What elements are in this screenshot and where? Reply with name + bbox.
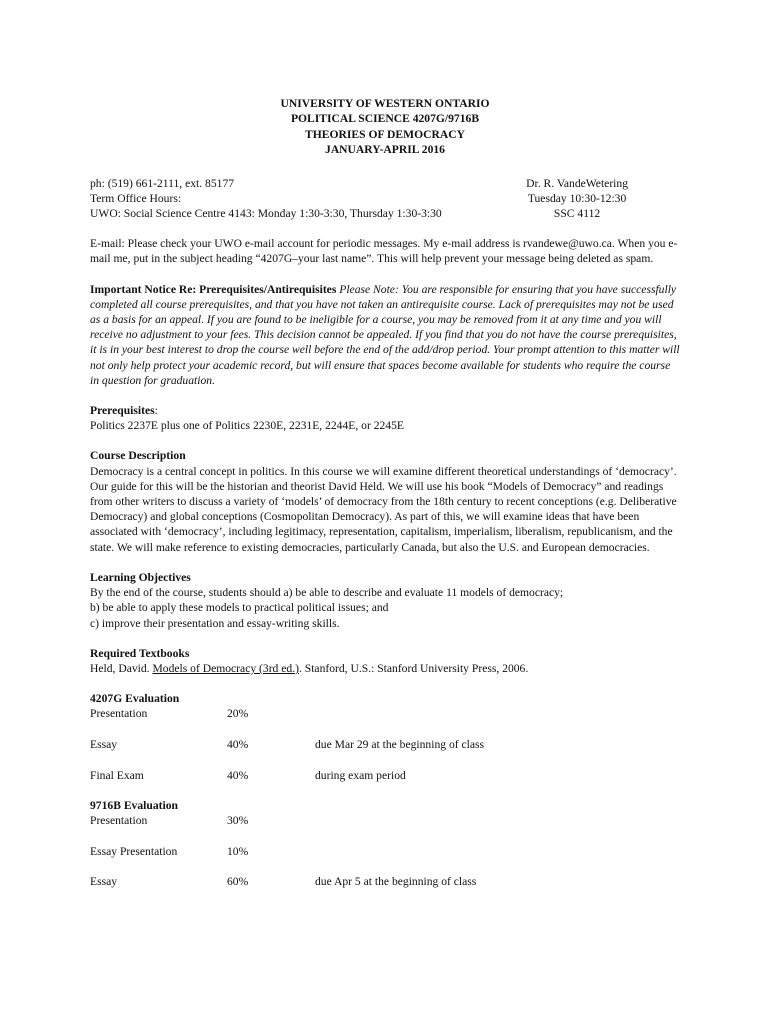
evaluation-row [90,844,680,859]
textbooks-heading: Required Textbooks [90,646,190,660]
evaluation-row [90,768,680,783]
header-term: JANUARY-APRIL 2016 [325,143,445,157]
prerequisites-colon: : [154,404,158,418]
evaluation-note: due Apr 5 at the beginning of class [315,875,477,889]
evaluation-row [90,813,680,828]
evaluation-4207g-section [90,691,680,783]
evaluation-row [90,737,680,752]
email-notice: E-mail: Please check your UWO e-mail account for periodic messages. My e-mail address is rvandewe@uwo.ca. When you e-mail me, put in the subject heading “4207G–your last name”. This will help prevent your message being deleted as spam. [90,237,678,266]
evaluation-weight: 60% [227,875,249,889]
learning-objectives-section [90,570,680,631]
textbooks-section [90,646,680,676]
header-course-code: POLITICAL SCIENCE 4207G/9716B [290,112,480,126]
evaluation-item: Final Exam [90,768,144,782]
syllabus-page [90,96,680,889]
contact-right [526,176,680,222]
instructor-room: SSC 4112 [553,207,601,221]
evaluation-item: Essay [90,737,118,751]
evaluation-note: during exam period [315,768,406,782]
evaluation-weight: 20% [227,707,249,721]
evaluation-item: Presentation [90,813,148,827]
prerequisites-heading: Prerequisites [90,404,155,418]
course-description-section [90,448,680,554]
office-hours-line: UWO: Social Science Centre 4143: Monday 1:30-3:30, Thursday 1:30-3:30 [90,207,442,221]
evaluation-item: Essay [90,875,118,889]
contact-block [90,176,680,222]
header-course-title: THEORIES OF DEMOCRACY [305,127,465,141]
document-header [90,96,680,158]
prereq-notice-body: Please Note: You are responsible for ensuring that you have successfully completed all course prerequisites, and that you have not taken an antirequisite course. Lack of prerequisites may not be used as a basis for an appeal. If you are found to be ineligible for a course, you may be removed from it at any time and you will receive no adjustment to your fees. This decision cannot be appealed. If you find that you do not have the course prerequisites, it is in your best interest to drop the course well before the end of the add/drop period. Your prompt attention to this matter will not only help protect your academic record, but will ensure that spaces become available for students who require the course in question for graduation. [90,282,680,387]
learning-objective-item: c) improve their presentation and essay-writing skills. [90,616,340,630]
textbook-citation [90,661,680,676]
evaluation-9716b-section [90,798,680,890]
course-description-body: Democracy is a central concept in politics. In this course we will examine different theoretical understandings of ‘democracy’. Our guide for this will be the historian and theorist David Held. We will use his book “Models of Democracy” and readings from other writers to discuss a variety of ‘models’ of democracy from the 18th century to recent conceptions (e.g. Deliberative Democracy) and global conceptions (Cosmopolitan Democracy). As part of this, we will examine ideas that have been associated with ‘democracy’, including legitimacy, representation, capitalism, imperialism, liberalism, republicanism, and the state. We will make reference to existing democracies, particularly Canada, but also the U.S. and European democracies. [90,464,677,554]
learning-objective-item: By the end of the course, students should a) be able to describe and evaluate 11 models of democracy; [90,586,564,600]
evaluation-item: Essay Presentation [90,844,178,858]
instructor-hours: Tuesday 10:30-12:30 [527,191,627,205]
evaluation-row [90,874,680,889]
prerequisites-body: Politics 2237E plus one of Politics 2230E, 2231E, 2244E, or 2245E [90,419,404,433]
term-office-label: Term Office Hours: [90,191,182,205]
evaluation-item: Presentation [90,707,148,721]
prereq-notice [90,282,680,388]
textbook-author: Held, David. [90,661,153,675]
course-description-heading: Course Description [90,449,186,463]
instructor-name: Dr. R. VandeWetering [526,176,628,190]
evaluation-weight: 30% [227,813,249,827]
prerequisites-section [90,403,680,433]
evaluation-9716b-heading: 9716B Evaluation [90,798,178,812]
textbook-publisher: . Stanford, U.S.: Stanford University Press, 2006. [298,661,529,675]
phone-line: ph: (519) 661-2111, ext. 85177 [90,176,235,190]
contact-left [90,176,442,222]
learning-objective-item: b) be able to apply these models to practical political issues; and [90,601,389,615]
evaluation-weight: 40% [227,768,249,782]
evaluation-row [90,706,680,721]
textbook-title: Models of Democracy (3rd ed.) [152,661,299,675]
prereq-notice-heading: Important Notice Re: Prerequisites/Antirequisites [90,282,337,296]
evaluation-note: due Mar 29 at the beginning of class [315,737,485,751]
evaluation-4207g-heading: 4207G Evaluation [90,692,180,706]
learning-objectives-heading: Learning Objectives [90,570,191,584]
evaluation-weight: 40% [227,737,249,751]
header-university: UNIVERSITY OF WESTERN ONTARIO [280,97,490,110]
evaluation-weight: 10% [227,844,249,858]
